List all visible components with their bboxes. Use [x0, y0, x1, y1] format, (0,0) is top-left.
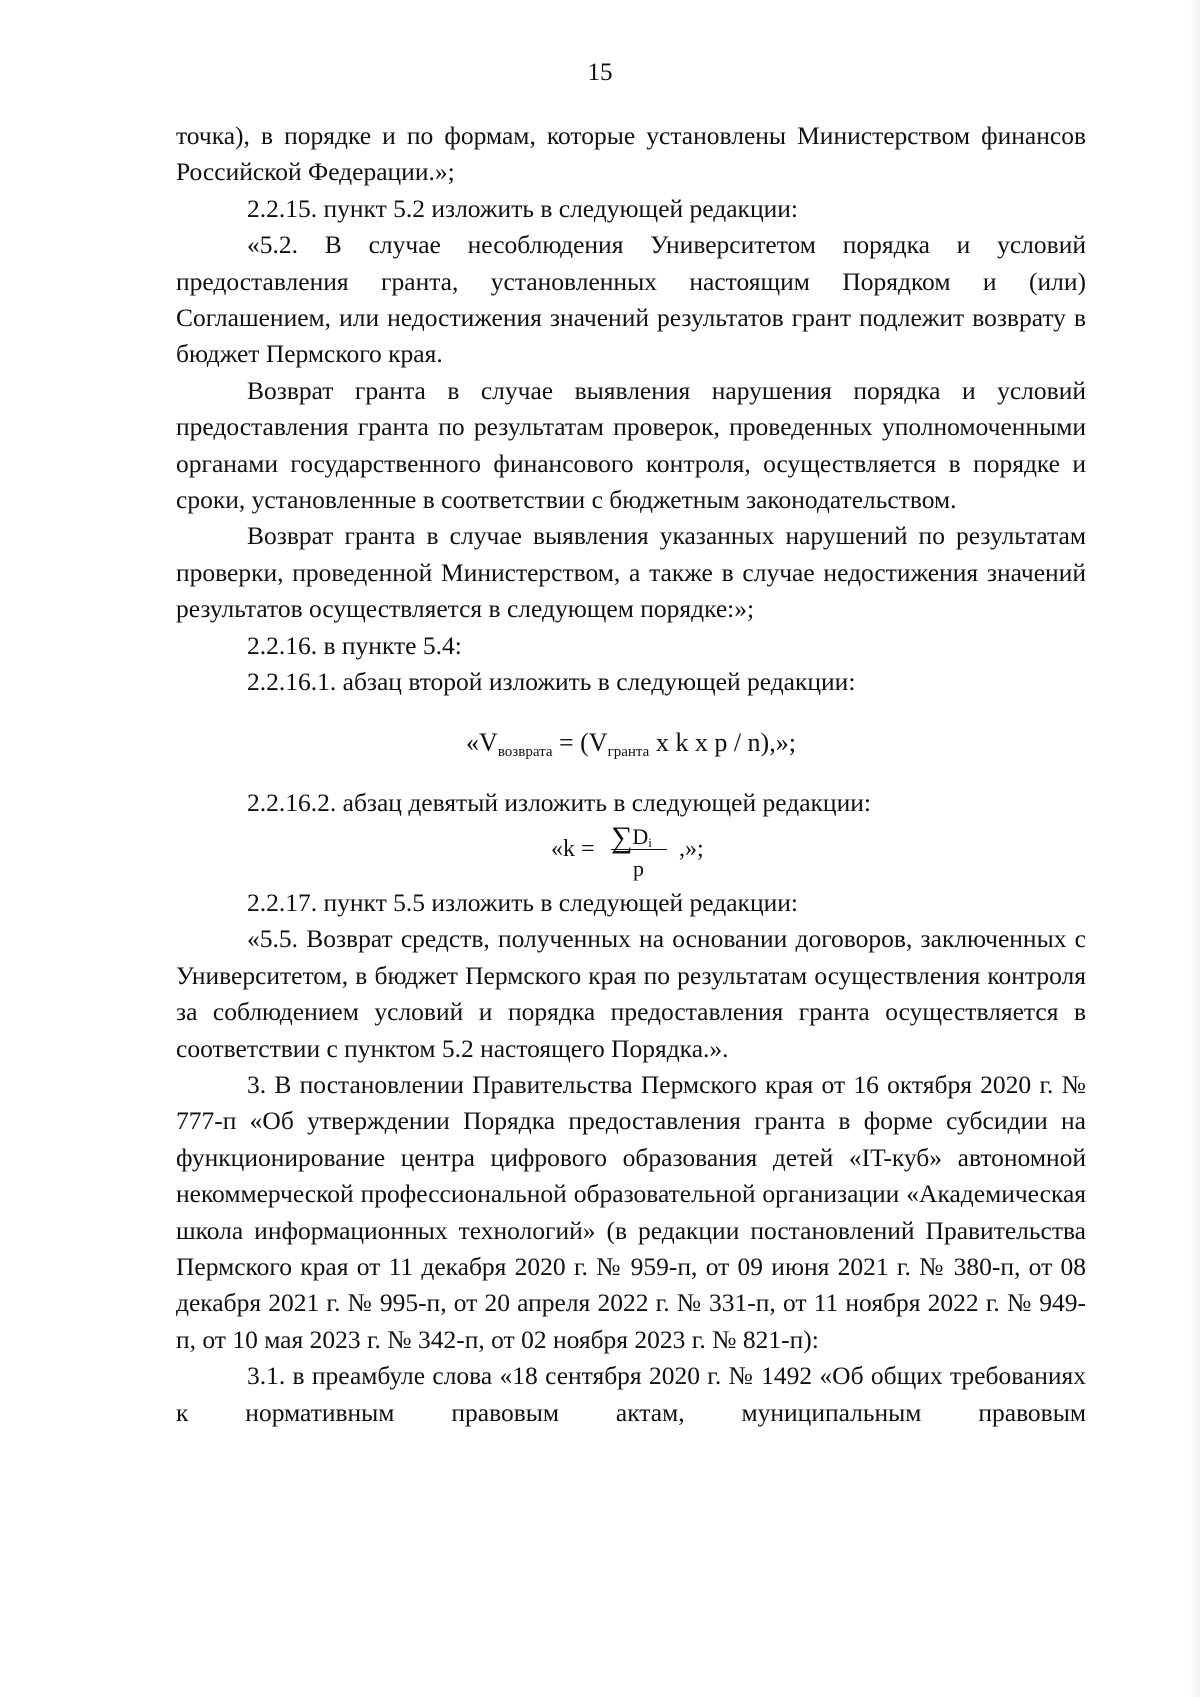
formula1-rest: х k х p / n),»; [649, 727, 796, 757]
formula2-numerator [611, 819, 652, 861]
formula2-denominator: p [633, 855, 644, 881]
paragraph-2-2-16-1: 2.2.16.1. абзац второй изложить в следующей редакции: [247, 667, 856, 697]
formula2-numerator-var: D [632, 823, 649, 849]
paragraph-5-2: «5.2. В случае несоблюдения Университетом порядка и условий предоставления гранта, установленных настоящим Порядком и (или) Соглашением, или недостижения значений результатов грант подлежит возврату в бюджет Пермского края. [176, 230, 1086, 369]
formula2-suffix: ,»; [679, 835, 704, 862]
formula-k-coefficient [176, 820, 1086, 881]
paragraph-2-2-15: 2.2.15. пункт 5.2 изложить в следующей редакции: [247, 193, 798, 223]
formula2-prefix: «k = [551, 835, 595, 862]
formula1-sub-return: возврата [497, 743, 553, 760]
formula1-mid: = (V [552, 727, 608, 757]
document-body [176, 118, 1086, 1431]
formula1-sub-grant: гранта [607, 743, 650, 760]
paragraph-continuation: точка), в порядке и по формам, которые установлены Министерством финансов Российской Федерации.»; [176, 121, 1086, 187]
paragraph-3: 3. В постановлении Правительства Пермского края от 16 октября 2020 г. № 777-п «Об утверждении Порядка предоставления гранта в форме субсидии на функционирование центра цифрового образования детей «IT-куб» автономной некоммерческой профессиональной образовательной организации «Академическая школа информационных технологий» (в редакции постановлений Правительства Пермского края от 11 декабря 2020 г. № 959-п, от 09 июня 2021 г. № 380-п, от 08 декабря 2021 г. № 995-п, от 20 апреля 2022 г. № 331-п, от 11 ноября 2022 г. № 949-п, от 10 мая 2023 г. № 342-п, от 02 ноября 2023 г. № 821-п): [176, 1069, 1086, 1354]
sum-symbol: ∑ [611, 820, 633, 854]
paragraph-2-2-16-2: 2.2.16.2. абзац девятый изложить в следующей редакции: [247, 787, 871, 817]
paragraph-2-2-16: 2.2.16. в пункте 5.4: [247, 630, 462, 660]
page-number: 15 [587, 59, 613, 86]
paragraph-5-5: «5.5. Возврат средств, полученных на основании договоров, заключенных с Университетом, в бюджет Пермского края по результатам осуществления контроля за соблюдением условий и порядка предоставления гранта осуществляется в соответствии с пунктом 5.2 настоящего Порядка.». [176, 924, 1086, 1063]
paragraph-3-1: 3.1. в преамбуле слова «18 сентября 2020 г. № 1492 «Об общих требованиях к нормативным правовым актам, муниципальным правовым [176, 1361, 1086, 1427]
formula1-open: «V [466, 727, 498, 757]
paragraph-return-violations: Возврат гранта в случае выявления нарушения порядка и условий предоставления гранта по результатам проверок, проведенных уполномоченными органами государственного финансового контроля, осуществляется в порядке и сроки, установленные в соответствии с бюджетным законодательством. [176, 375, 1086, 515]
formula-return-volume [176, 723, 1086, 763]
fraction-bar [611, 849, 667, 850]
paragraph-return-ministry: Возврат гранта в случае выявления указанных нарушений по результатам проверки, проведенной Министерством, а также в случае недостижения значений результатов осуществляется в следующем порядке:»; [176, 521, 1086, 624]
formula2-numerator-sub: i [648, 834, 652, 850]
paragraph-2-2-17: 2.2.17. пункт 5.5 изложить в следующей редакции: [247, 887, 798, 917]
formula2-fraction [611, 820, 673, 881]
